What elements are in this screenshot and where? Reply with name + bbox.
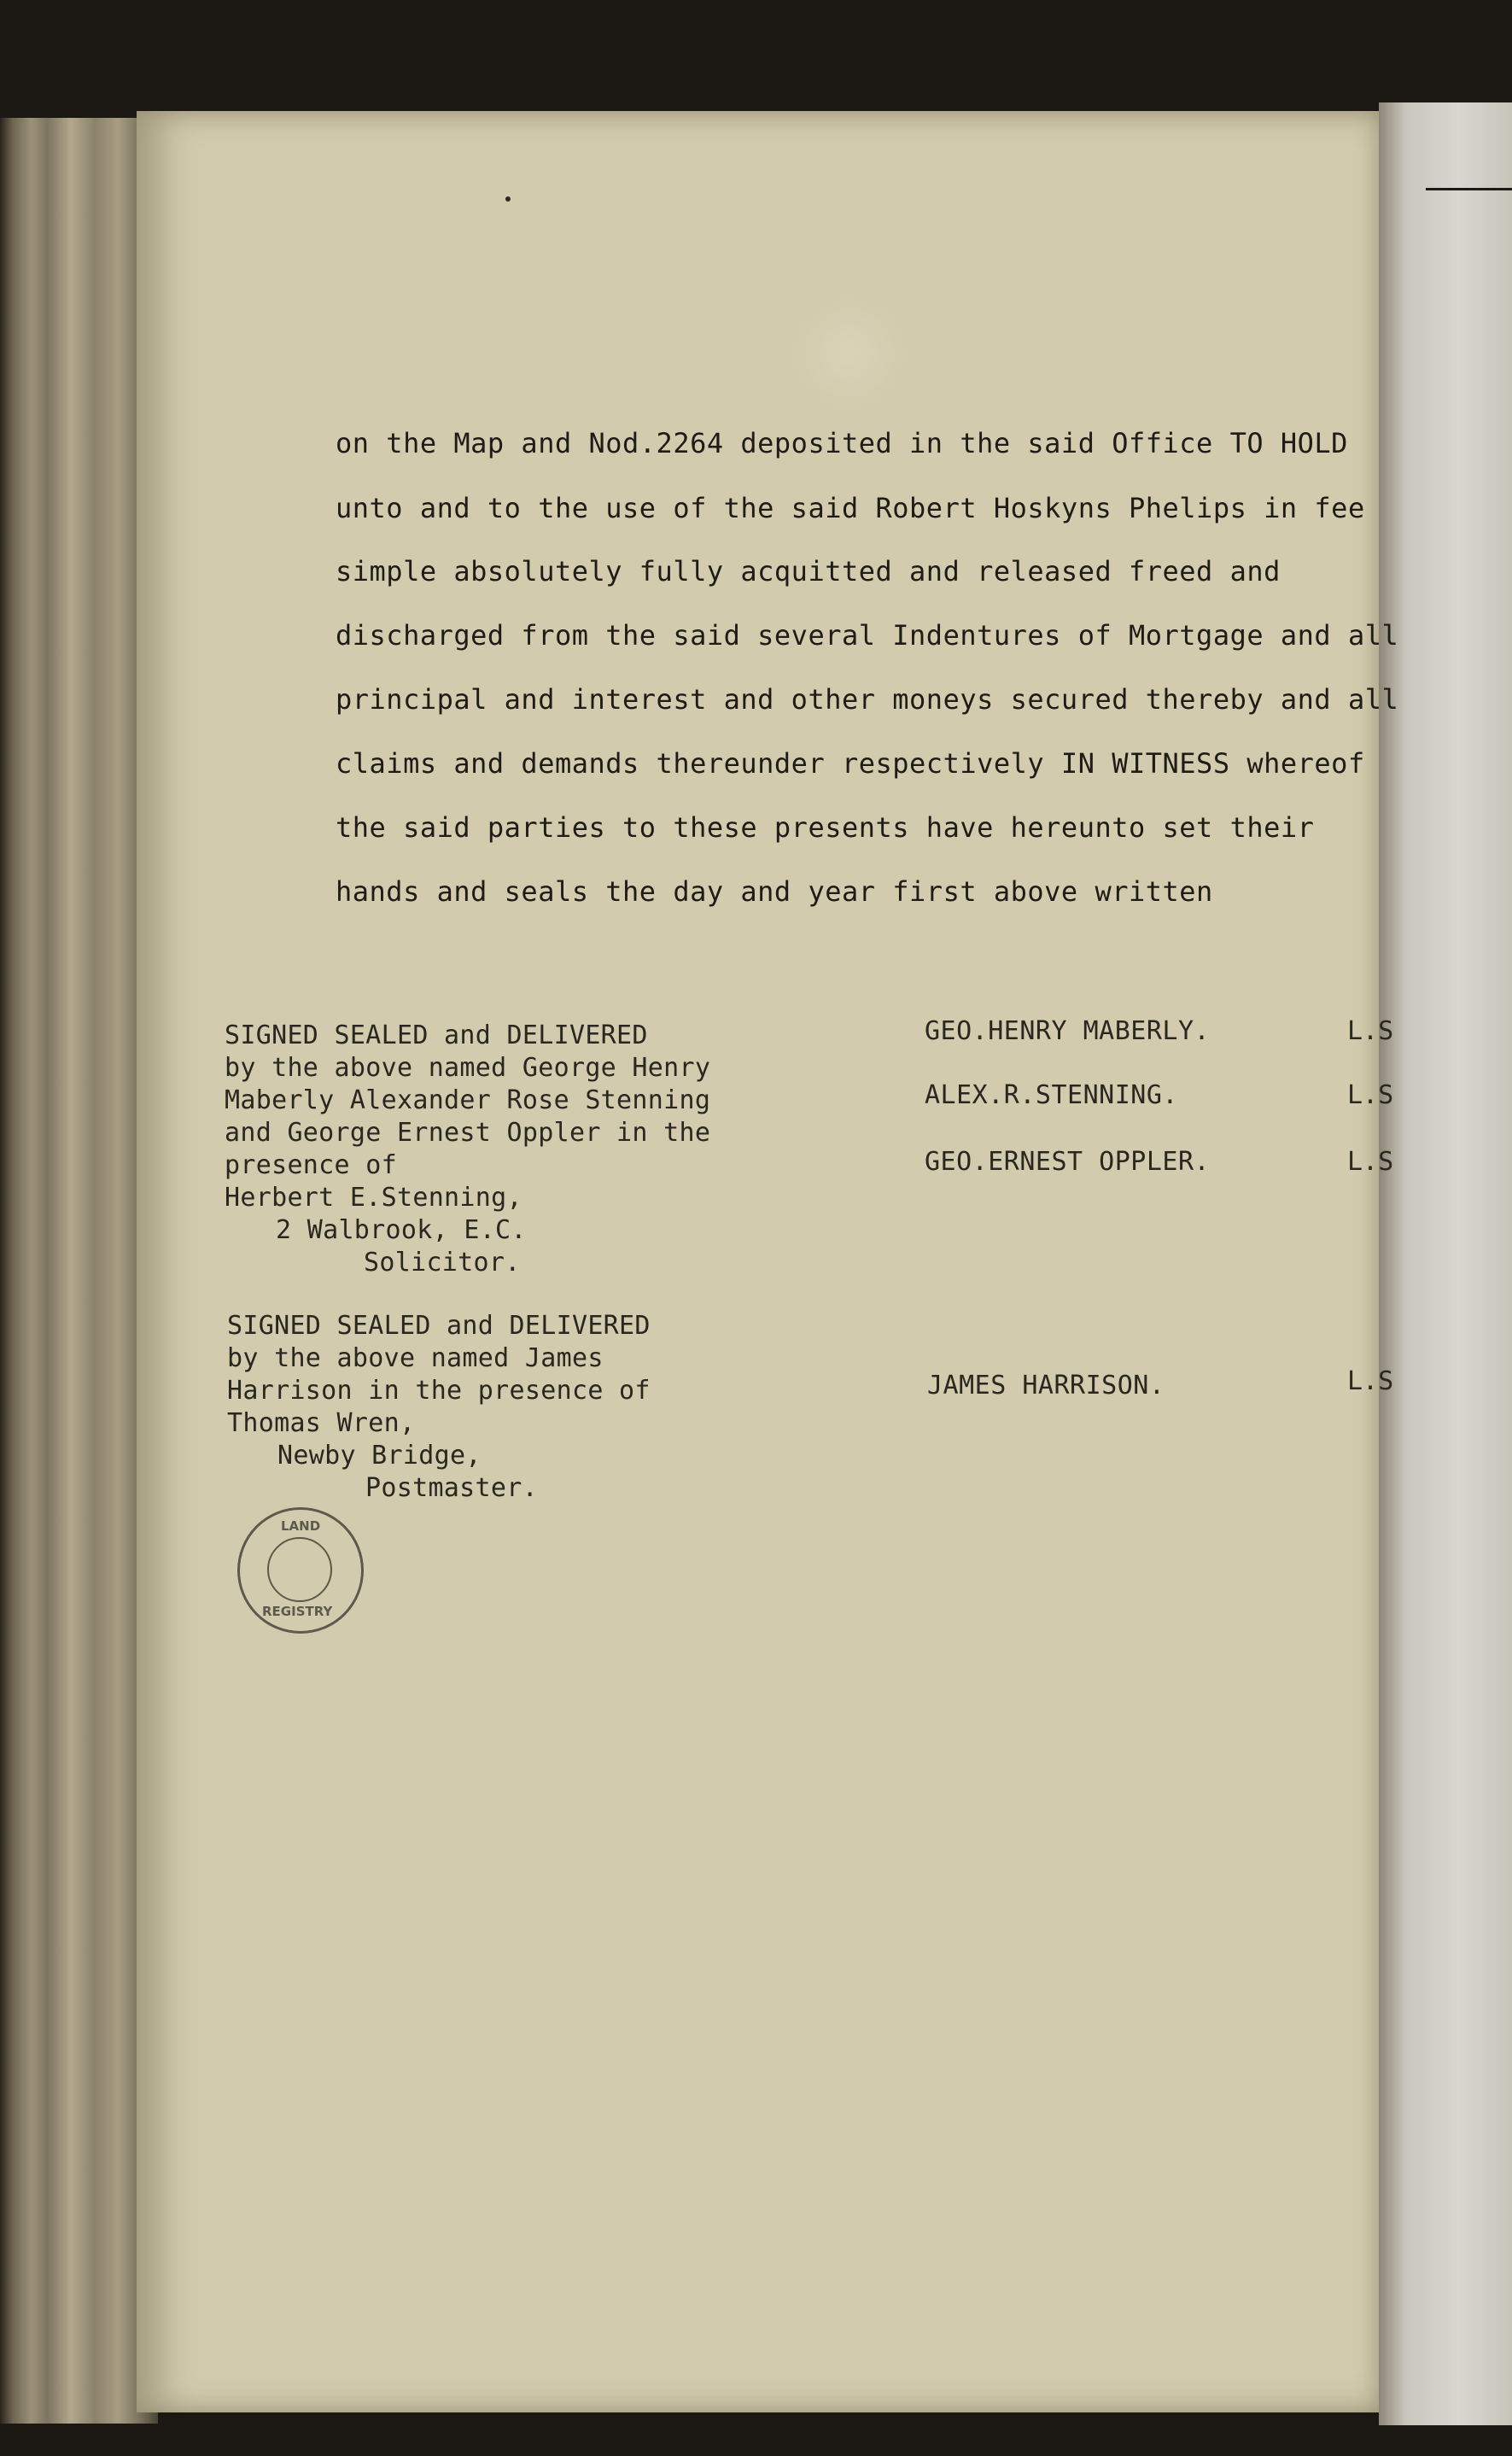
signature-harrison: JAMES HARRISON.	[927, 1371, 1165, 1401]
attestation-line: SIGNED SEALED and DELIVERED	[225, 1020, 648, 1050]
deed-line: hands and seals the day and year first above written	[336, 875, 1213, 908]
witness-name: Thomas Wren,	[227, 1408, 416, 1438]
deed-line: simple absolutely fully acquitted and released freed and	[336, 555, 1281, 588]
attestation-line: Maberly Alexander Rose Stenning	[225, 1085, 711, 1115]
deed-line: principal and interest and other moneys secured thereby and all	[336, 683, 1399, 716]
attestation-line: Harrison in the presence of	[227, 1376, 651, 1406]
deed-line: claims and demands thereunder respectively IN WITNESS whereof	[336, 747, 1365, 780]
attestation-line: presence of	[225, 1150, 397, 1180]
embossed-seal	[790, 297, 909, 408]
facing-page-rule	[1426, 188, 1512, 190]
deed-line: discharged from the said several Indentures of Mortgage and all	[336, 619, 1399, 652]
deed-line: unto and to the use of the said Robert Hoskyns Phelips in fee	[336, 492, 1365, 524]
attestation-line: by the above named George Henry	[225, 1053, 711, 1083]
witness-address: Newby Bridge,	[277, 1441, 482, 1471]
book-page-edges	[0, 118, 158, 2424]
stamp-inner-ring	[267, 1537, 332, 1602]
stamp-bottom-text: REGISTRY	[262, 1604, 333, 1619]
attestation-line: SIGNED SEALED and DELIVERED	[227, 1311, 651, 1341]
signature-oppler: GEO.ERNEST OPPLER.	[925, 1147, 1211, 1177]
land-registry-stamp	[237, 1507, 364, 1634]
witness-address: 2 Walbrook, E.C.	[276, 1215, 527, 1245]
seal-mark: L.S	[1347, 1366, 1394, 1396]
signature-maberly: GEO.HENRY MABERLY.	[925, 1016, 1211, 1046]
seal-mark: L.S	[1347, 1080, 1394, 1110]
deed-line: the said parties to these presents have hereunto set their	[336, 811, 1315, 844]
seal-mark: L.S	[1347, 1016, 1394, 1046]
seal-mark: L.S	[1347, 1147, 1394, 1177]
stamp-top-text: LAND	[281, 1518, 321, 1534]
facing-page	[1379, 102, 1512, 2425]
deed-line: on the Map and Nod.2264 deposited in the said Office TO HOLD	[336, 427, 1348, 459]
witness-name: Herbert E.Stenning,	[225, 1183, 522, 1213]
witness-occupation: Solicitor.	[364, 1248, 521, 1278]
signature-stenning: ALEX.R.STENNING.	[925, 1080, 1178, 1110]
attestation-line: and George Ernest Oppler in the	[225, 1118, 711, 1148]
witness-occupation: Postmaster.	[365, 1473, 538, 1503]
ink-dot	[505, 196, 511, 202]
attestation-line: by the above named James	[227, 1343, 604, 1373]
